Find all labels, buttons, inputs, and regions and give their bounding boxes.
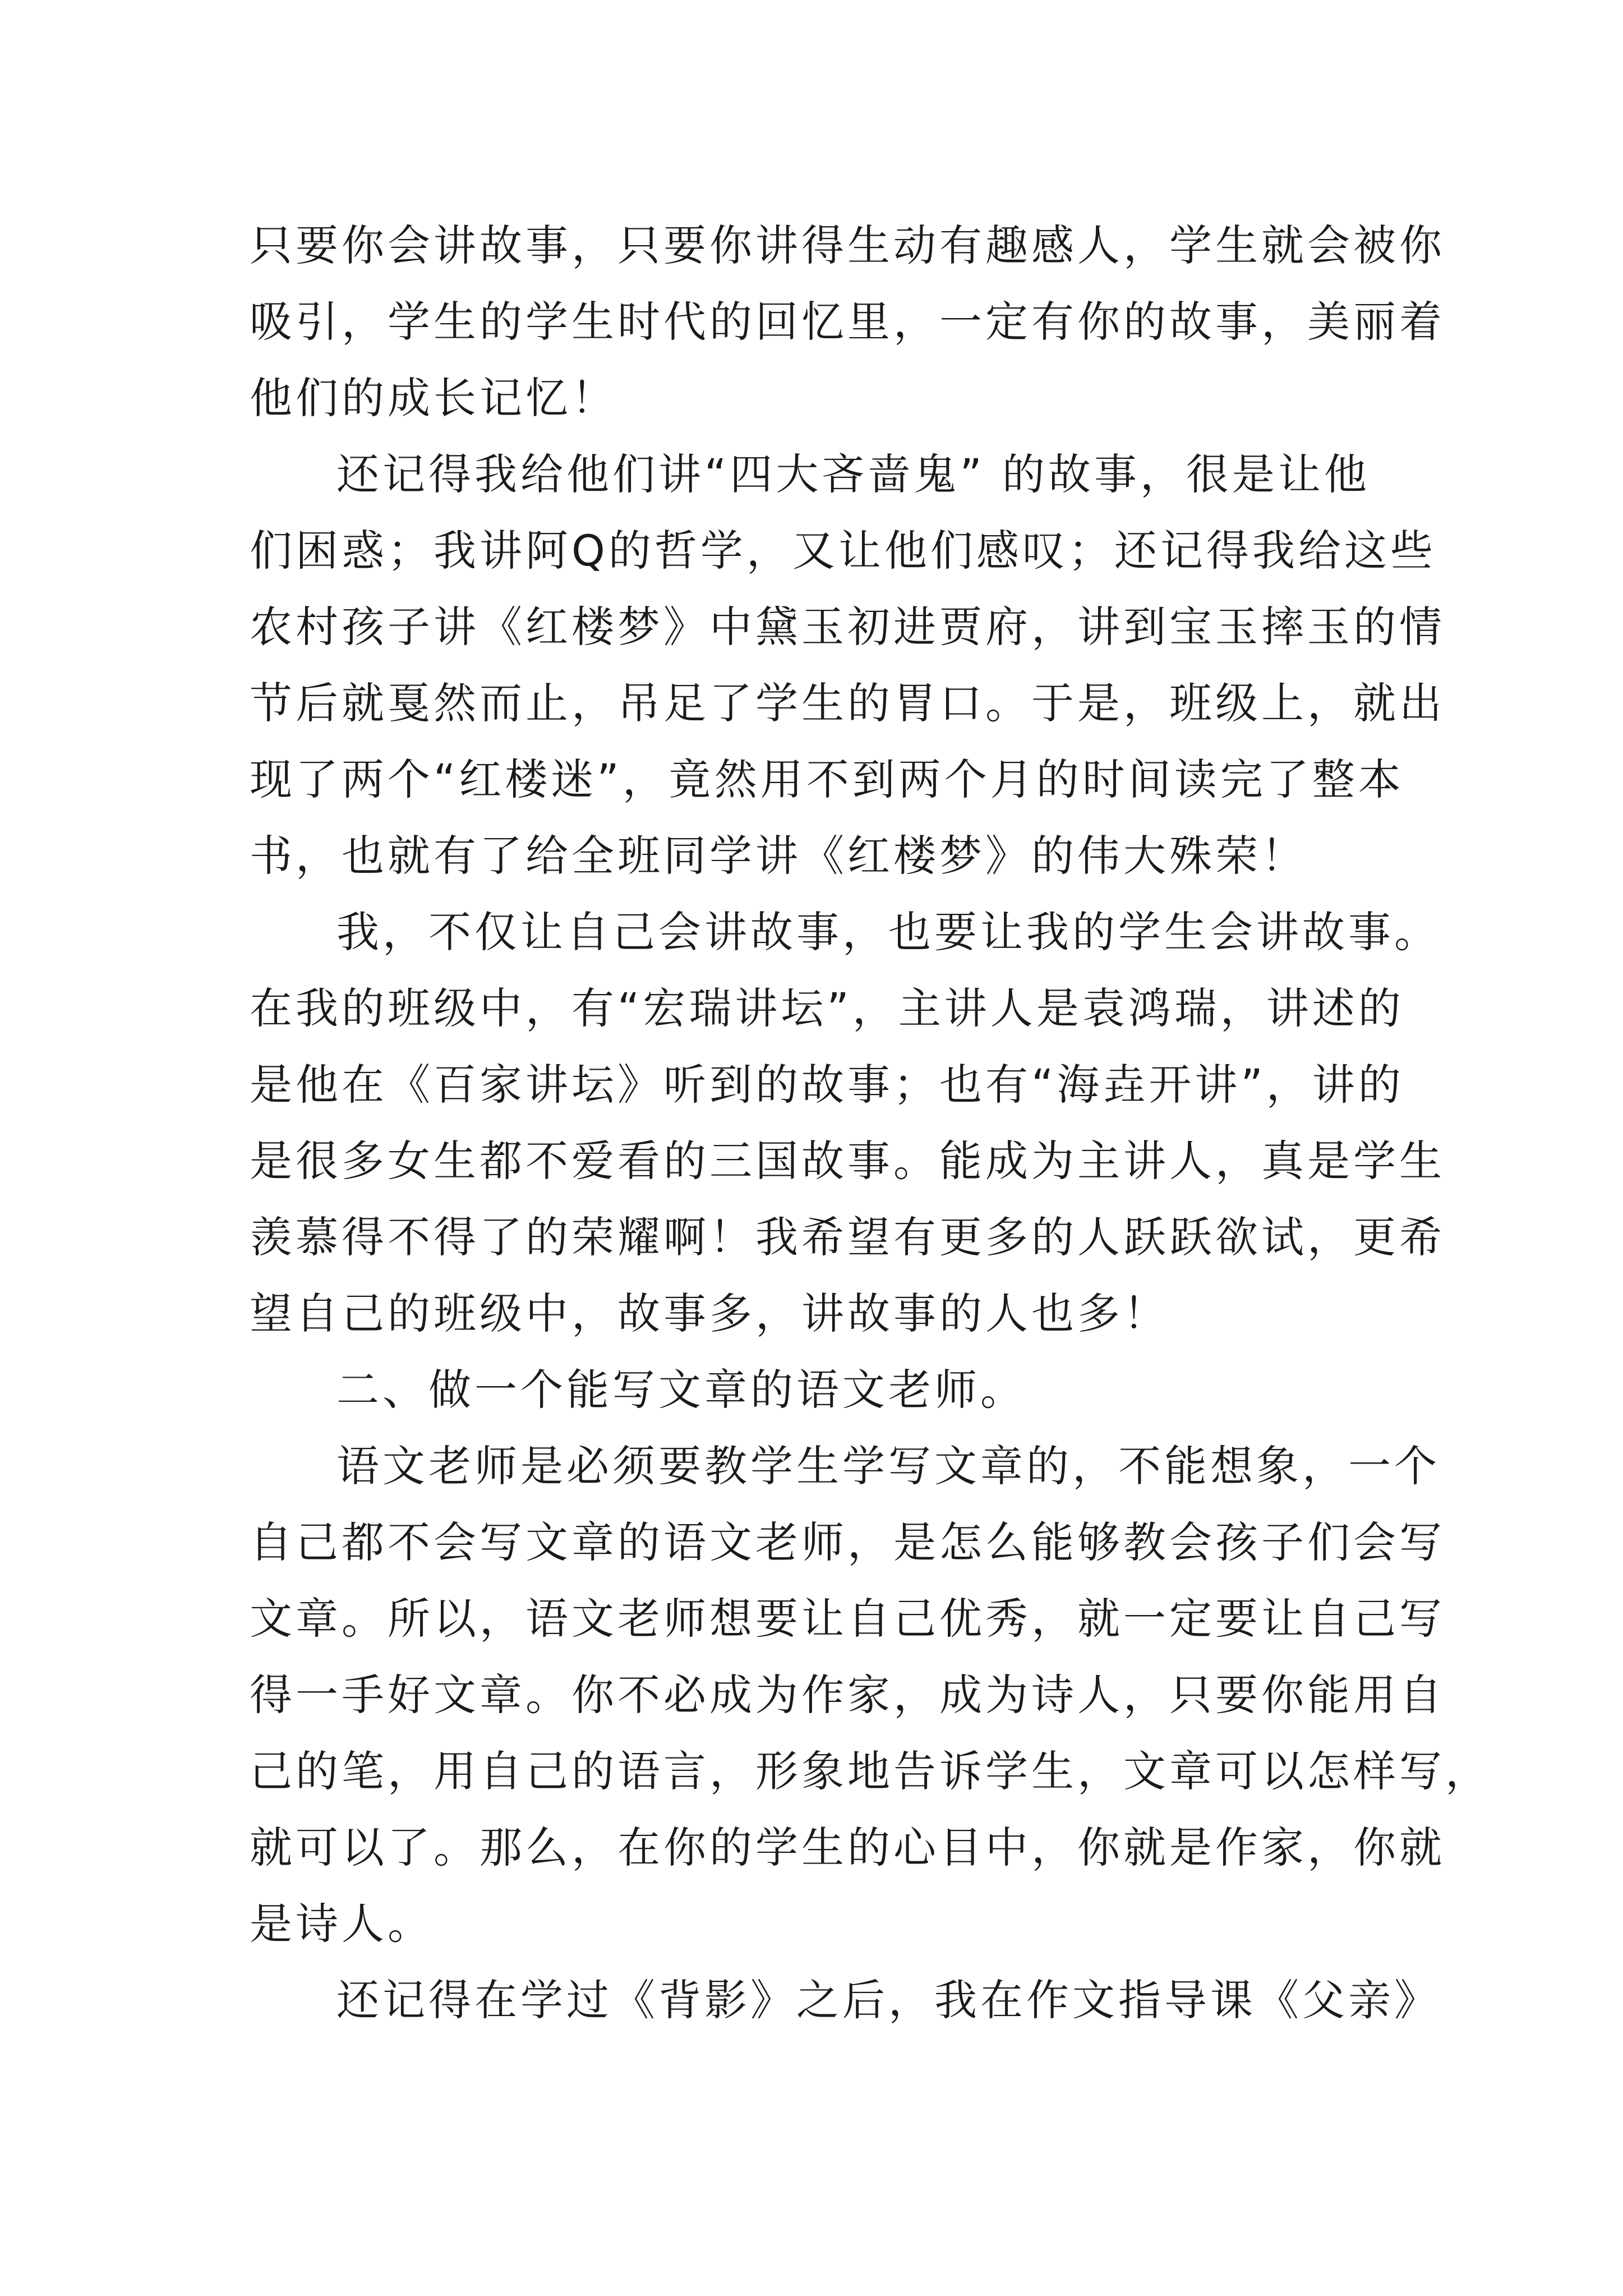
section-heading: 二、做一个能写文章的语文老师。 [336,1365,1026,1415]
text-line: 我，不仅让自己会讲故事，也要让我的学生会讲故事。 [336,907,1440,957]
text-line: 己的笔，用自己的语言，形象地告诉学生，文章可以怎样写， [250,1746,1491,1796]
text-line: 书，也就有了给全班同学讲《红楼梦》的伟大殊荣！ [250,831,1307,881]
text-line: 是诗人。 [250,1899,434,1949]
text-line: 在我的班级中，有“宏瑞讲坛”，主讲人是袁鸿瑞，讲述的 [250,983,1404,1033]
text-line: 文章。所以，语文老师想要让自己优秀，就一定要让自己写 [250,1594,1445,1644]
text-line: 吸引，学生的学生时代的回忆里，一定有你的故事，美丽着 [250,297,1445,347]
text-line: 还记得我给他们讲“四大吝啬鬼” 的故事，很是让他 [336,449,1370,499]
text-line: 望自己的班级中，故事多，讲故事的人也多！ [250,1289,1169,1338]
text-line: 们困惑；我讲阿Q的哲学，又让他们感叹；还记得我给这些 [250,526,1436,576]
text-line: 得一手好文章。你不必成为作家，成为诗人，只要你能用自 [250,1670,1445,1720]
text-line: 还记得在学过《背影》之后，我在作文指导课《父亲》 [336,1975,1440,2025]
text-line: 他们的成长记忆！ [250,373,617,423]
text-line: 自己都不会写文章的语文老师，是怎么能够教会孩子们会写 [250,1517,1445,1567]
text-line: 语文老师是必须要教学生学写文章的，不能想象，一个 [336,1441,1440,1491]
text-line: 就可以了。那么，在你的学生的心目中，你就是作家，你就 [250,1823,1445,1872]
text-line: 农村孩子讲《红楼梦》中黛玉初进贾府，讲到宝玉摔玉的情 [250,602,1445,652]
document-body [250,208,1491,2039]
text-line: 现了两个“红楼迷”，竟然用不到两个月的时间读完了整本 [250,754,1404,804]
text-line: 是他在《百家讲坛》听到的故事；也有“海垚开讲”，讲的 [250,1060,1404,1110]
text-line: 是很多女生都不爱看的三国故事。能成为主讲人，真是学生 [250,1136,1445,1186]
text-line: 只要你会讲故事，只要你讲得生动有趣感人，学生就会被你 [250,220,1445,270]
text-line: 羡慕得不得了的荣耀啊！我希望有更多的人跃跃欲试，更希 [250,1212,1445,1262]
text-line: 节后就戛然而止，吊足了学生的胃口。于是，班级上，就出 [250,678,1445,728]
